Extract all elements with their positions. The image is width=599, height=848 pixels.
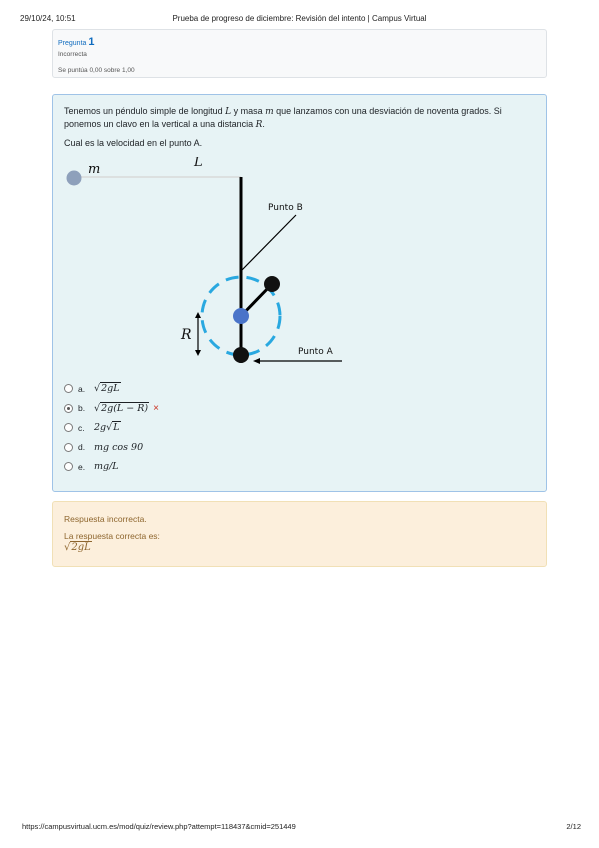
punto-b-label: Punto B xyxy=(268,203,303,213)
pendulum-figure xyxy=(64,157,534,372)
print-datetime: 29/10/24, 10:51 xyxy=(20,14,76,23)
math-var-R: R xyxy=(255,120,263,130)
correct-answer-label: La respuesta correcta es: xyxy=(64,531,160,541)
radio-e[interactable] xyxy=(64,462,73,471)
nail-icon xyxy=(233,308,249,324)
answer-radicand: L xyxy=(113,422,120,434)
print-footer xyxy=(22,822,581,834)
incorrect-icon: × xyxy=(153,402,159,414)
mass-label: m xyxy=(88,162,101,177)
answer-math: mg cos 90 xyxy=(94,441,144,453)
bob-position-a xyxy=(233,347,249,363)
answer-math: √2g(L − R) xyxy=(94,402,149,414)
answer-letter: a. xyxy=(78,383,86,394)
radio-c[interactable] xyxy=(64,423,73,432)
question-text-part: Tenemos un péndulo simple de longitud xyxy=(64,106,226,116)
question-subtext: Cual es la velocidad en el punto A. xyxy=(64,138,203,148)
question-info-panel xyxy=(52,29,547,78)
radio-b-selected[interactable] xyxy=(64,404,73,413)
punto-b-leader xyxy=(241,215,296,271)
answer-radicand: 2g(L − R) xyxy=(101,402,149,414)
question-content-panel xyxy=(52,94,547,492)
radio-a[interactable] xyxy=(64,384,73,393)
radius-arrowhead-bottom xyxy=(195,350,201,356)
print-url: https://campusvirtual.ucm.es/mod/quiz/review.php?attempt=118437&cmid=251449 xyxy=(22,822,296,831)
feedback-panel xyxy=(52,501,547,567)
correct-answer-value: √2gL xyxy=(64,542,91,553)
answer-option-a[interactable] xyxy=(64,379,159,399)
answer-option-d[interactable] xyxy=(64,438,159,458)
answer-math: mg/L xyxy=(94,461,119,473)
question-label: Pregunta xyxy=(58,40,87,47)
answer-option-c[interactable] xyxy=(64,418,159,438)
radius-label: R xyxy=(181,327,192,343)
radio-d[interactable] xyxy=(64,443,73,452)
answer-letter: d. xyxy=(78,442,86,453)
bob-position-b xyxy=(264,276,280,292)
print-page-number: 2/12 xyxy=(566,822,581,831)
answer-math: √2gL xyxy=(94,383,120,395)
question-text-part: y masa xyxy=(231,106,266,116)
answer-letter: b. xyxy=(78,403,86,414)
feedback-incorrect: Respuesta incorrecta. xyxy=(64,514,147,524)
answer-letter: e. xyxy=(78,461,86,472)
question-grade: Se puntúa 0,00 sobre 1,00 xyxy=(58,67,135,74)
punto-a-label: Punto A xyxy=(298,347,333,357)
print-header xyxy=(14,14,585,26)
math-var-m: m xyxy=(265,107,274,117)
question-number xyxy=(58,36,95,48)
radius-arrowhead-top xyxy=(195,312,201,318)
question-text xyxy=(64,105,534,131)
correct-answer-radicand: 2gL xyxy=(71,542,91,553)
answer-option-b[interactable] xyxy=(64,399,159,419)
mass-ball xyxy=(67,171,82,186)
punto-a-arrowhead xyxy=(253,358,260,364)
answer-option-e[interactable] xyxy=(64,457,159,477)
answer-prefix: 2g xyxy=(94,422,107,434)
length-label: L xyxy=(194,157,203,170)
answer-radicand: 2gL xyxy=(101,383,120,395)
answer-letter: c. xyxy=(78,422,85,433)
question-number-value: 1 xyxy=(88,36,95,48)
math-var-L: L xyxy=(225,107,232,117)
answer-options xyxy=(64,379,159,477)
question-text-part: que lanzamos con una desviación de noventa grados. Si ponemos un clavo en la vertical a una distancia xyxy=(64,106,502,129)
print-page-title: Prueba de progreso de diciembre: Revisión del intento | Campus Virtual xyxy=(172,14,427,23)
question-state: Incorrecta xyxy=(58,51,87,58)
question-text-part: . xyxy=(262,119,265,129)
answer-math: 2g√L xyxy=(94,422,120,434)
